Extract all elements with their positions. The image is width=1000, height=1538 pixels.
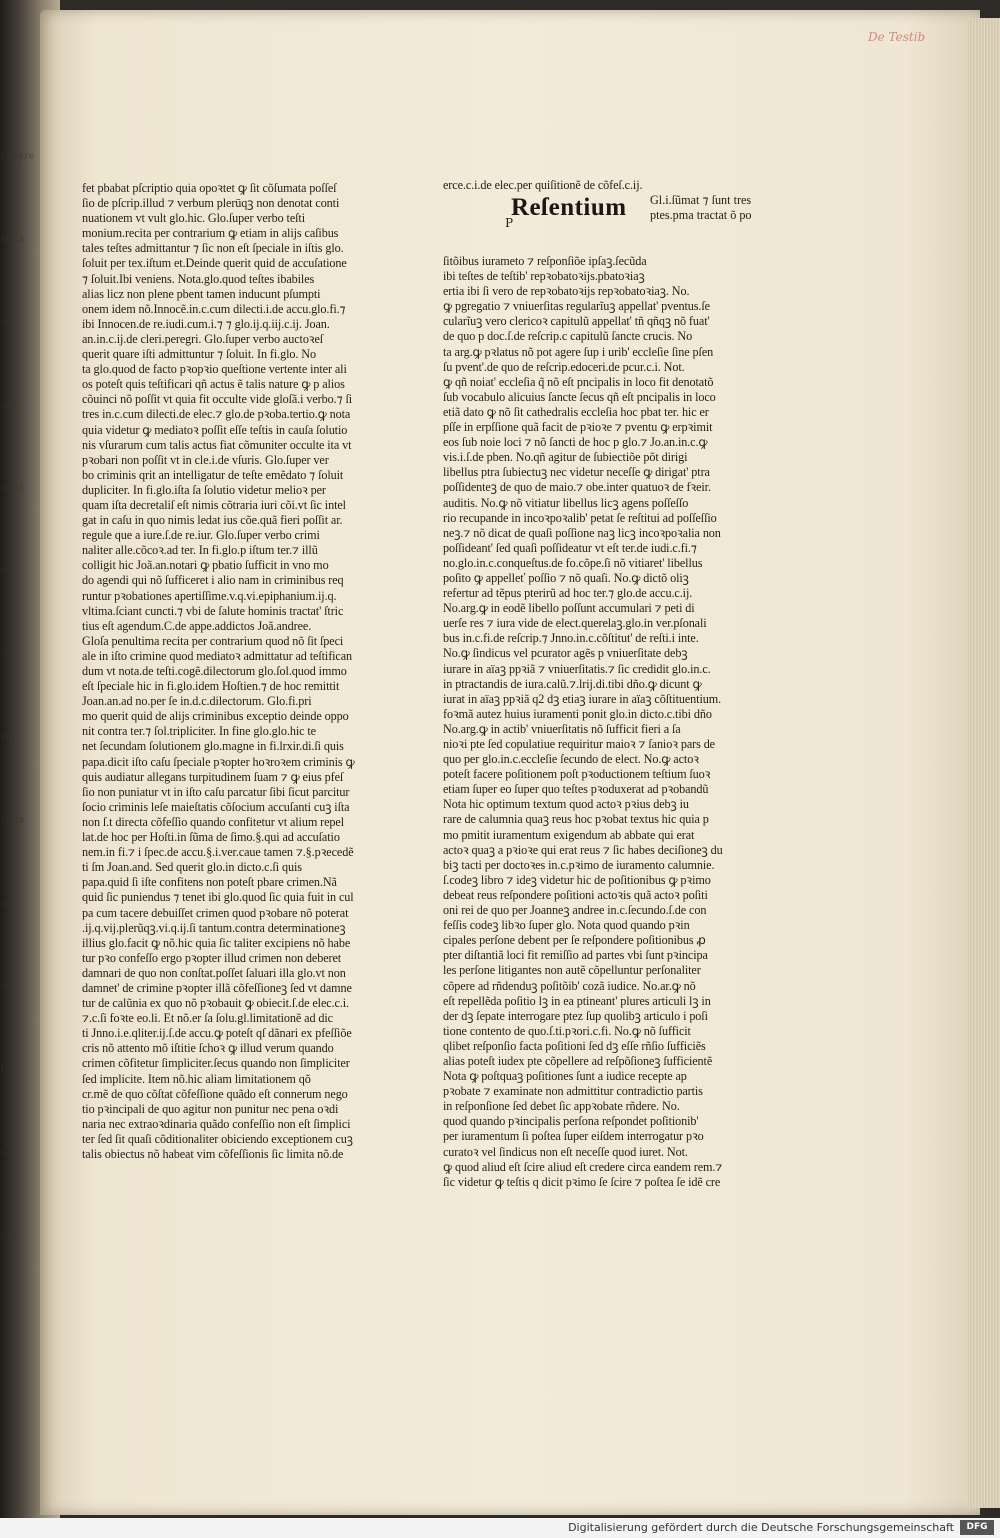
text-line: .ij.q.vij.plerũqꝫ.vi.q.ij.ſi tantum.contra determinationeꝫ [82,920,346,935]
text-line: non ſ.t directa cõfeſſio quando confitetur vt alium repel [82,814,344,829]
text-line: ꝙ qñ noiat' eccleſia q̃ nõ eſt pncipalis in loco fit denotatõ [443,374,714,389]
text-line: fet pbabat pſcriptio quia opoꝛtet ꝙ ſit cõſumata poſſeſ [82,181,337,195]
text-line: debeat reus reſpondere poſitioni actoꝛis quã actoꝛ poſiti [443,887,708,902]
text-line: pter diſtantiã loci fit remiſſio ad partes vbi ſunt pꝛincipa [443,948,708,963]
text-line: ſ.codeꝫ libro ⁊ ideꝫ videtur hic de poſitionibus ꝙ pꝛimo [443,872,711,887]
text-line: poſſideant' ſed quaſi poſſideatur vt eſt ter.de iudi.c.fi.⁊ [443,540,697,555]
text-line: curatoꝛ vel ſindicus non eſt neceſſe quod iuret. Not. [443,1144,688,1159]
margin-fragment: ra [0,566,11,577]
text-line: do agendi qui nõ ſufficeret i alio nam in criminibus req [82,573,344,588]
text-line: ꝙ pgregatio ⁊ vniuerſitas regularĩuꝫ appellat' pventus.ſe [443,299,710,314]
text-line: qlibet reſponſio facta poſitioni ſed dꝫ eſſe rñſio ſufficiẽs [443,1038,706,1053]
text-line: pſſe in erpſſione quã facit de pꝛioꝛe ⁊ pventu ꝙ erpꝛimit [443,420,713,435]
text-line: ſocio criminis leſe maieſtatis cõſocium accuſanti cuꝫ iſta [82,799,350,814]
text-line: damnari de quo non conſtat.poſſet ſaluari illa glo.vt non [82,965,346,980]
page-stack-edge [968,18,1000,1508]
margin-fragment: Ter [0,732,17,743]
text-line: nem.in fi.⁊ i ſpec.de accu.§.i.ver.caue tamen ⁊.§.pꝛecedẽ [82,845,354,860]
text-line: Nota hic optimum textum quod actoꝛ pꝛius debꝫ iu [443,797,689,812]
right-text-column [443,254,743,1190]
text-line: ti Jnno.i.e.qliter.ij.ſ.de accu.ꝙ poteſt qſ dãnari ex pfeſſiõe [82,1026,352,1041]
text-line: os poteſt quis teſtificari qñ actus ẽ talis nature ꝙ p alios [82,377,345,392]
text-line: damnet' de crimine pꝛopter illã cõfeſſioneꝫ ſed vt damne [82,980,352,995]
text-line: ſitõibus iurameto ⁊ reſponſiõe ipſaꝫ.ſecũda [443,254,647,268]
margin-fragment: pre [0,400,18,411]
text-line: mo pmitit iuramentum exigendum ab abbate qui erat [443,827,695,842]
text-line: ſub vocabulo alicuius ſancte ſecus qñ eſt pncipalis in loco [443,389,716,404]
text-line: pꝛobate ⁊ examinate non admittitur contradictio partis [443,1084,703,1099]
pencil-annotation: De Testib [868,30,926,44]
text-line: ſed implicite. Item nõ.hic aliam limitationem qõ [82,1071,311,1086]
text-line: cõuinci nõ poſſit vt quia fit occulte vide gloſã.i verbo.⁊ ſi [82,392,353,407]
text-line: etiã dato ꝙ nõ ſit cathedralis eccleſia hoc pbat ter. hic er [443,404,709,419]
dfg-logo: DFG [960,1520,994,1535]
text-line: quod quando pꝛincipalis perſona reſpondet poſitionib' [443,1114,699,1129]
section-heading: Reſentium [511,194,627,221]
margin-fragment: Progre [0,151,35,162]
margin-fragment: ratio [0,483,24,494]
text-line: etiam ſuper eo ſuper quo teſtes pꝛoduxerat ad pꝛobandũ [443,782,709,797]
text-line: naria nec extraoꝛdinaria quãdo confeſſio non eſt ſimplici [82,1116,351,1131]
text-line: eſt repellẽda poſitio lꝫ in ea ptineant' plures articuli lꝫ in [443,993,711,1008]
text-line: runtur pꝛobationes apertiſſime.v.q.vi.epiphanium.ij.q. [82,588,337,603]
text-line: cularĩuꝫ vero clericoꝛ capitulũ appellat' tñ qñqꝫ nõ fuat' [443,314,710,329]
text-line: ter ſed ſit quaſi cõditionaliter obiciendo exceptionem cuꝫ [82,1131,353,1146]
heading-side-line: Gl.i.ſũmat ⁊ ſunt tres [650,193,752,207]
text-line: biꝫ tacti per doctoꝛes in.c.pꝛimo de iuramento calumnie. [443,857,715,872]
text-line: ti ſm Joan.and. Sed querit glo.in dicto.c.ſi quis [82,860,302,875]
text-line: alias licz non plene pbent tamen inducunt pſumpti [82,286,321,301]
text-line: onem idem nõ.Innocẽ.in.c.cum dilecti.i.de accu.glo.fi.⁊ [82,301,346,316]
margin-fragment: per [0,1230,18,1241]
text-line: ſu pvent'.de quo de reſcrip.edoceri.de pcur.c.i. Not. [443,359,685,374]
heading-side-line: ptes.pma tractat õ po [650,208,752,223]
text-line: ⁊ ſoluit.Ibi veniens. Nota.glo.quod teſtes ibabiles [82,271,315,286]
text-line: papa.dicit iſto caſu ſpeciale pꝛopter hoꝛroꝛem criminis ꝙ [82,754,355,769]
text-line: poteſt facere poſitionem poſt pꝛoductionem teſtium ſuoꝛ [443,767,711,782]
text-line: der dꝫ ſepate interrogare ptez ſup quolibꝫ articulo i poſi [443,1008,708,1023]
facing-page-fragments [0,150,70,1300]
text-line: nioꝛi pte ſed copulatiue requiritur maioꝛ ⁊ ſanioꝛ pars de [443,737,715,751]
text-line: oni rei de quo per Joanneꝫ andree in.c.ſecundo.ſ.de con [443,903,707,918]
text-line: alias poteſt iudex pte cõpellere ad reſpõſioneꝫ ſufficientẽ [443,1053,713,1068]
text-line: quia videtur ꝙ mediatoꝛ poſſit eſſe teſtis in cauſa ſolutio [82,422,348,437]
text-line: pa cum tacere debuiſſet crimen quod pꝛobare nõ poterat [82,905,349,920]
margin-fragment: re [0,317,11,328]
text-line: bus in.c.fi.de reſcrip.⁊ Jnno.in.c.cõſtitut' de reſti.i inte. [443,631,699,646]
text-line: foꝛmã autez huius iuramenti ponit glo.in dicto.c.tibi dño [443,706,712,721]
text-line: actoꝛ quaꝫ a pꝛioꝛe qui erat reus ⁊ ſic habes deciſioneꝫ du [443,842,723,857]
text-line: dum vt nota.de teſti.cogẽ.dilectorum glo.ſol.quod immo [82,664,347,678]
text-line: dupliciter. In fi.glo.iſta ſa ſolutio videtur melioꝛ per [82,482,326,497]
text-line: poſito ꝙ appelleť poſſio ⁊ nõ quaſi. No.ꝙ dictõ oliꝫ [443,570,689,585]
drop-initial: P [505,216,514,230]
margin-fragment: Do [0,1064,15,1075]
text-line: mo querit quid de alijs criminibus exceptio deinde oppo [82,709,349,724]
text-line: tur pꝛo confeſſo ergo pꝛopter illud crimen non deberet [82,950,342,965]
text-line: feſſis codeꝫ libꝛo ſuper glo. Nota quod quando pꝛin [443,918,690,933]
margin-fragment: ris [0,649,14,660]
text-line: ibi Innocen.de re.iudi.cum.i.⁊ ⁊ glo.ij.q.iij.c.ij. Joan. [82,316,330,331]
margin-fragment: Nota [0,815,25,826]
opening-line: erce.c.i.de elec.per quiſitionẽ de cõfeſ.c.ij. [443,178,643,192]
text-line: No.arg.ꝙ in eodẽ libello poſſunt accumulari ⁊ peti di [443,601,695,616]
text-line: ſio non puniatur vt in iſto caſu parcatur ſibi ſicut parcitur [82,784,350,799]
text-line: ale in iſto crimine quod mediatoꝛ admittatur ad teſtifican [82,648,353,663]
text-line: tales teſtes admittantur ⁊ ſic non eſt ſpeciale in iſtis glo. [82,241,344,256]
text-line: crimen cõfitetur ſimpliciter.ſecus quando non ſimpliciter [82,1056,350,1071]
text-line: ꝙ quod aliud eſt ſcire aliud eſt credere circa eandem rem.⁊ [443,1159,723,1174]
text-line: illius glo.facit ꝙ nõ.hic quia ſic taliter excipiens nõ habe [82,935,351,950]
text-line: poſſidenteꝫ de quo de maio.⁊ obe.inter quatuoꝛ de fꝛeir. [443,480,711,495]
text-line: cr.mẽ de quo cõſtat cõfeſſione quãdo eſt connerum nego [82,1086,348,1101]
text-line: Nota ꝙ poſtquaꝫ poſitiones ſunt a iudice recepte ap [443,1069,687,1084]
margin-fragment: Cl [0,1147,11,1158]
text-line: tio pꝛincipali de quo agitur non punitur nec pena oꝛdi [82,1101,339,1116]
text-line: tres in.c.cum dilecti.de elec.⁊ glo.de pꝛoba.tertio.ꝙ nota [82,407,351,422]
text-line: talis obiectus nõ habeat vim cõfeſſionis ſic limita nõ.de [82,1147,344,1161]
text-line: an.in.c.ij.de cleri.peregri. Glo.ſuper verbo auctoꝛeſ [82,331,324,346]
text-line: nuationem vt vult glo.hic. Glo.ſuper verbo teſti [82,211,305,226]
text-line: quam iſta decretaliſ eſt nimis cõtraria iuri cõi.vt ſic intel [82,497,346,512]
right-column-opening-line [443,178,743,193]
text-line: iurat in aïaꝫ ppꝛiã q2 dꝫ etiaꝫ iurare in aïaꝫ cõſtituentium. [443,691,722,706]
text-line: vis.i.ſ.de pben. No.qñ agitur de ſubiectiõe põt dirigi [443,450,688,465]
text-line: ſic videtur ꝙ teſtis q dicit pꝛimo ſe ſcire ⁊ poſtea ſe idẽ cre [443,1174,721,1189]
text-line: ta glo.quod de facto pꝛopꝛio queſtione vertente inter ali [82,362,347,377]
text-line: cõpere ad rñdenduꝫ poſitõib' cozã iudice. No.ar.ꝙ nõ [443,978,696,993]
text-line: tione contento de quo.ſ.ti.pꝛori.c.fi. No.ꝙ nõ ſufficit [443,1023,691,1038]
text-line: ſio de pſcrip.illud ⁊ verbum plerūqꝫ non denotat conti [82,196,340,211]
text-line: quo per glo.in.c.eccleſie ſecundo de elect. No.ꝙ actoꝛ [443,752,699,767]
text-line: no.glo.in.c.conqueſtus.de fo.cõpe.ſi nõ vitiaret' libellus [443,555,703,570]
text-line: quis audiatur allegans turpitudinem ſuam ⁊ ꝙ eius pfeſ [82,769,344,784]
text-line: gat in caſu in quo nimis ledat ius cõe.quã fieri poſſit ar. [82,513,343,528]
text-line: tius eſt agendum.C.de appe.addictos Joã.andree. [82,618,312,633]
text-line: Gloſa penultima recita per contrarium quod nõ ſit ſpeci [82,633,344,648]
text-line: No.arg.ꝙ in actib' vniuerſitatis nõ ſufficit fieri a ſa [443,721,681,736]
text-line: eſt ſpeciale hic in fi.glo.idem Hoſtien.⁊ de hoc remittit [82,679,340,694]
margin-fragment: ri [0,898,8,909]
text-line: ſoluit per tex.iſtum et.Deinde querit quid de accuſatione [82,256,347,271]
text-line: rare de calumnia quaꝫ reus hoc pꝛobat textus hic quia p [443,812,709,827]
text-line: tur de calũnia ex quo nõ pꝛobauit ꝙ obiecit.ſ.de elec.c.i. [82,996,350,1011]
text-line: Joan.an.ad no.per ſe in.d.c.dilectorum. Glo.fi.pri [82,694,312,709]
text-line: net ſecundam ſolutionem glo.magne in fi.lrxir.di.ſi quis [82,739,344,754]
text-line: vltima.ſciant cuncti.⁊ vbi de ſalute hominis tractat' ſtric [82,603,344,618]
text-line: papa.quid ſi iſte confitens non poteſt pbare crimen.Nã [82,875,337,890]
text-line: in ptractandis de iura.calũ.⁊.lrij.di.tibi dño.ꝙ dicunt ꝙ [443,676,702,691]
text-line: No.ꝙ ſindicus vel pcurator agẽs p vniuerſitate debꝫ [443,646,688,661]
text-line: rio recupande in incoꝛpoꝛalib' petat ſe reſtitui ad poſſeſſio [443,510,717,525]
text-line: cris nõ attento mõ iſtitie ſchoꝛ ꝙ illud verum quando [82,1041,334,1056]
heading-side-text [650,193,770,223]
text-line: pꝛobari non poſſit vt in cle.i.de vſuris. Glo.ſuper ver [82,452,329,467]
text-line: de quo p doc.ſ.de reſcrip.c capitulũ ſancte crucis. No [443,329,693,344]
text-line: per iuramentum ſi poſtea ſuper eiſdem interrogatur pꝛo [443,1129,704,1144]
text-line: ta arg.ꝙ pꝛlatus nõ pot agere ſup i urib' eccleſie ſine pſen [443,344,714,359]
text-line: in reſponſione ſed debet ſic appꝛobate rñdere. No. [443,1099,680,1114]
text-line: iurare in aïaꝫ ppꝛiã ⁊ vniuerſitatis.⁊ ſic credidit glo.in.c. [443,661,711,676]
text-line: auditis. No.ꝙ nõ vitiatur libellus licꝫ agens poſſeſſo [443,495,689,510]
text-line: monium.recita per contrarium ꝙ etiam in alijs caſibus [82,226,339,241]
text-line: nit contra ter.⁊ ſol.tripliciter. In fine glo.glo.hic te [82,724,316,739]
text-line: libellus ptra ſubiectuꝫ nec videtur neceſſe ꝙ dirigat' ptra [443,465,710,480]
text-line: querit quare iſti admittuntur ⁊ ſoluit. In fi.glo. No [82,347,316,362]
text-line: bo criminis qrit an intelligatur de teſte emẽdato ⁊ ſoluit [82,467,344,482]
text-line: nis vſurarum cum talis actus fiat cõmuniter occulte ita vt [82,437,352,452]
text-line: ⁊.c.ſi foꝛte eo.li. Et nõ.er ſa ſolu.gl.limitationẽ ad dic [82,1011,333,1026]
margin-fragment: uri [0,981,15,992]
text-line: quid ſic puniendus ⁊ tenet ibi glo.quod ſic quia fuit in cul [82,890,354,905]
text-line: uerſe res ⁊ iura vide de elect.querelaꝫ.glo.in ver.pſonali [443,616,707,631]
left-text-column [82,181,382,1162]
margin-fragment: Nota [0,234,25,245]
text-line: colligit hic Joã.an.notari ꝙ pbatio ſufficit in vno mo [82,558,329,573]
text-line: refertur ad tẽpus pterirũ ad hoc ter.⁊ glo.de accu.c.ij. [443,586,693,601]
text-line: eos ſub noie loci ⁊ nõ ſancti de hoc p glo.⁊ Jo.an.in.c.ꝙ [443,435,708,450]
text-line: cipales perſone debent per ſe reſpondere poſitionibus ꝓ [443,933,706,948]
text-line: lat.de hoc per Hoſti.in ſũma de ſimo.§.qui ad accuſatio [82,830,340,845]
text-line: ertia ibi ſi vero de repꝛobatoꝛijs repꝛobatoꝛiaꝫ. No. [443,284,690,299]
text-line: naliter alle.cõcoꝛ.ad ter. In fi.glo.p iſtum ter.⁊ illũ [82,543,318,558]
text-line: ibi teſtes de teſtib' repꝛobatoꝛijs.pbatoꝛiaꝫ [443,269,645,284]
text-line: regule que a iure.ſ.de re.iur. Glo.ſuper verbo crimi [82,528,320,543]
digitization-credit: Digitalisierung gefördert durch die Deutsche Forschungsgemeinschaft [568,1521,954,1534]
text-line: les perſone litigantes non autẽ cõpelluntur perſonaliter [443,963,701,978]
text-line: neꝫ.⁊ nõ dicat de quaſi poſſione naꝫ licꝫ incoꝛpoꝛalia non [443,525,721,540]
